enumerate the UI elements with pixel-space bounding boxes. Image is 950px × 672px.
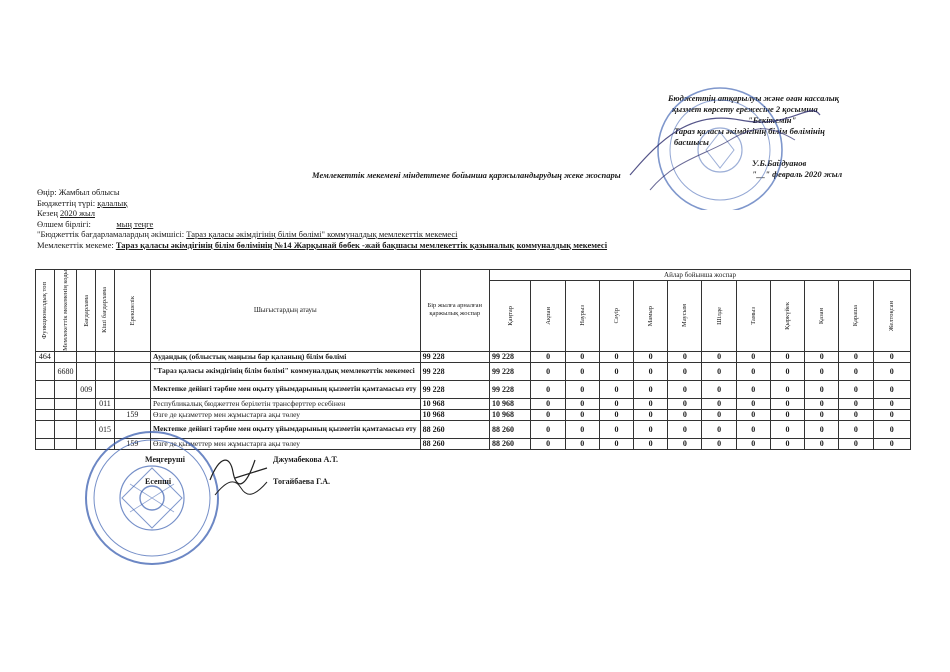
cell-month: 0 — [531, 398, 565, 409]
cell-program: 009 — [77, 380, 96, 398]
cell-month: 0 — [805, 380, 839, 398]
cell-program — [77, 362, 96, 380]
cell-amount: 99 228 — [420, 351, 489, 362]
cell-subprogram — [96, 380, 115, 398]
header-month: Маусым — [668, 280, 702, 351]
table-row — [36, 409, 911, 420]
header-month: Қаңтар — [490, 280, 531, 351]
cell-admin — [54, 438, 77, 449]
cell-program — [77, 398, 96, 409]
cell-month: 0 — [873, 438, 911, 449]
approval-line-2: қызмет көрсету ережесіне 2 қосымша — [672, 104, 818, 114]
cell-admin — [54, 409, 77, 420]
cell-admin: 6680 — [54, 362, 77, 380]
cell-month: 0 — [839, 380, 873, 398]
unit-value: мың теңге — [116, 218, 154, 229]
cell-amount: 88 260 — [420, 420, 489, 438]
cell-month: 0 — [873, 380, 911, 398]
header-month: Шілде — [702, 280, 736, 351]
period-line: Кезең 2020 жыл — [37, 208, 95, 218]
cell-month: 0 — [839, 409, 873, 420]
table-row — [36, 362, 911, 380]
cell-month: 99 228 — [490, 351, 531, 362]
cell-program — [77, 351, 96, 362]
header-specifics: Ерекшелік — [114, 270, 150, 352]
cell-month: 0 — [839, 351, 873, 362]
cell-func-group — [36, 409, 55, 420]
cell-subprogram — [96, 362, 115, 380]
table-row — [36, 351, 911, 362]
institution-line: Мемлекеттік мекеме: Тараз қаласы әкімдігінің білім бөлімінің №14 Жарқынай бөбек -жай бақшасы мемлекеттік қазыналық коммуналдық мекемесі — [37, 239, 608, 250]
unit-line: Өлшем бірлігі: мың теңге — [37, 218, 154, 229]
header-name: Шығыстардың атауы — [151, 270, 421, 352]
institution-stamp-icon — [82, 428, 222, 568]
region-line: Өңір: Жамбыл облысы — [37, 187, 120, 197]
financing-plan-table — [35, 269, 911, 450]
cell-month: 0 — [702, 398, 736, 409]
cell-month: 0 — [599, 409, 633, 420]
cell-func-group — [36, 420, 55, 438]
cell-month: 0 — [805, 409, 839, 420]
approval-date: "__" февраль 2020 жыл — [752, 169, 843, 179]
cell-specifics — [114, 398, 150, 409]
cell-subprogram: 011 — [96, 398, 115, 409]
cell-month: 0 — [668, 438, 702, 449]
cell-month: 0 — [736, 409, 770, 420]
approval-heading: "Бекітемін" — [748, 115, 797, 125]
approval-signature-name: У.Б.Байдуанов — [752, 158, 807, 168]
cell-admin — [54, 351, 77, 362]
cell-month: 0 — [770, 380, 804, 398]
cell-amount: 99 228 — [420, 362, 489, 380]
cell-month: 0 — [770, 362, 804, 380]
cell-month: 0 — [770, 398, 804, 409]
cell-month: 0 — [531, 351, 565, 362]
cell-month: 0 — [770, 438, 804, 449]
document-title: Мемлекеттік мекемені міндеттеме бойынша қаржыландырудың жеке жоспары — [312, 170, 621, 180]
cell-month: 0 — [599, 380, 633, 398]
cell-specifics — [114, 351, 150, 362]
cell-month: 0 — [565, 398, 599, 409]
cell-name: Өзге де қызметтер мен жұмыстарға ақы төлеу — [151, 438, 421, 449]
cell-month: 0 — [668, 362, 702, 380]
cell-month: 0 — [565, 351, 599, 362]
period-value: 2020 жыл — [60, 208, 95, 218]
cell-month: 0 — [634, 409, 668, 420]
header-month: Мамыр — [634, 280, 668, 351]
cell-month: 0 — [531, 438, 565, 449]
cell-month: 0 — [565, 420, 599, 438]
cell-month: 0 — [599, 362, 633, 380]
cell-name: Мектепке дейінгі тәрбие мен оқыту ұйымдарының қызметін қамтамасыз ету — [151, 380, 421, 398]
cell-name: Мектепке дейінгі тәрбие мен оқыту ұйымдарының қызметін қамтамасыз ету — [151, 420, 421, 438]
admin-value: Тараз қаласы әкімдігінің білім бөлімі" коммуналдық мемлекеттік мекемесі — [186, 229, 458, 239]
header-program: Бағдарлама — [77, 270, 96, 352]
cell-month: 0 — [839, 420, 873, 438]
cell-program — [77, 409, 96, 420]
cell-subprogram — [96, 351, 115, 362]
table-row — [36, 398, 911, 409]
cell-month: 0 — [805, 398, 839, 409]
cell-month: 0 — [736, 398, 770, 409]
cell-subprogram — [96, 409, 115, 420]
cell-month: 0 — [668, 420, 702, 438]
cell-admin — [54, 398, 77, 409]
cell-func-group — [36, 362, 55, 380]
cell-func-group — [36, 398, 55, 409]
cell-month: 0 — [770, 351, 804, 362]
cell-month: 0 — [805, 362, 839, 380]
cell-month: 0 — [634, 362, 668, 380]
cell-month: 0 — [531, 420, 565, 438]
cell-month: 0 — [770, 420, 804, 438]
cell-month: 0 — [805, 438, 839, 449]
cell-month: 0 — [736, 362, 770, 380]
signer-name-2: Тогайбаева Г.А. — [273, 477, 331, 486]
cell-month: 0 — [702, 362, 736, 380]
cell-month: 0 — [634, 438, 668, 449]
cell-month: 0 — [873, 409, 911, 420]
cell-month: 0 — [736, 351, 770, 362]
cell-subprogram: 015 — [96, 420, 115, 438]
cell-month: 0 — [634, 398, 668, 409]
cell-admin — [54, 420, 77, 438]
cell-name: Өзге де қызметтер мен жұмыстарға ақы төлеу — [151, 409, 421, 420]
cell-month: 99 228 — [490, 362, 531, 380]
budget-type-value: қалалық — [97, 197, 128, 208]
cell-month: 0 — [702, 438, 736, 449]
table-row — [36, 380, 911, 398]
cell-amount: 10 968 — [420, 398, 489, 409]
cell-month: 10 968 — [490, 398, 531, 409]
cell-specifics: 159 — [114, 409, 150, 420]
header-months-group: Айлар бойынша жоспар — [490, 270, 911, 281]
cell-name: "Тараз қаласы әкімдігінің білім бөлімі" коммуналдық мемлекеттік мекемесі — [151, 362, 421, 380]
cell-amount: 99 228 — [420, 380, 489, 398]
cell-month: 0 — [599, 398, 633, 409]
approval-line-1: Бюджеттің атқарылуы және оған кассалық — [668, 93, 839, 103]
approval-stamp-icon — [620, 80, 830, 210]
cell-month: 88 260 — [490, 438, 531, 449]
cell-name: Аудандық (облыстық маңызы бар қаланың) білім бөлімі — [151, 351, 421, 362]
header-month: Желтоқсан — [873, 280, 911, 351]
cell-month: 99 228 — [490, 380, 531, 398]
cell-month: 0 — [565, 380, 599, 398]
budget-type-line: Бюджеттің түрі: қалалық — [37, 197, 128, 208]
cell-func-group — [36, 438, 55, 449]
approval-line-4: Тараз қаласы әкімдігінің білім бөлімінің — [674, 126, 825, 136]
document-meta — [37, 187, 607, 250]
cell-admin — [54, 380, 77, 398]
approval-line-5: басшысы — [674, 137, 709, 147]
cell-month: 0 — [702, 409, 736, 420]
cell-month: 0 — [531, 380, 565, 398]
cell-month: 0 — [668, 398, 702, 409]
institution-value: Тараз қаласы әкімдігінің білім бөлімінің №14 Жарқынай бөбек -жай бақшасы мемлекеттік қазыналық коммуналдық мекемесі — [115, 239, 608, 250]
signer-name-1: Джумабекова А.Т. — [273, 455, 338, 464]
cell-month: 0 — [668, 380, 702, 398]
header-month: Наурыз — [565, 280, 599, 351]
cell-month: 0 — [634, 420, 668, 438]
header-month: Қазан — [805, 280, 839, 351]
cell-month: 0 — [668, 409, 702, 420]
cell-month: 0 — [736, 420, 770, 438]
header-amount: Бір жылға арналған қаржылық жоспар — [420, 270, 489, 352]
cell-month: 0 — [770, 409, 804, 420]
signer-role-2: Есепші — [145, 477, 172, 486]
signature-icon — [205, 450, 275, 500]
cell-month: 0 — [702, 420, 736, 438]
admin-line: "Бюджеттік бағдарламалардың әкімшісі: Тараз қаласы әкімдігінің білім бөлімі" коммуналдық мемлекеттік мекемесі — [37, 229, 458, 239]
cell-month: 0 — [702, 351, 736, 362]
cell-month: 0 — [565, 409, 599, 420]
cell-month: 88 260 — [490, 420, 531, 438]
cell-month: 0 — [599, 351, 633, 362]
cell-func-group — [36, 380, 55, 398]
cell-amount: 88 260 — [420, 438, 489, 449]
cell-month: 0 — [736, 438, 770, 449]
cell-month: 0 — [873, 398, 911, 409]
cell-month: 0 — [805, 351, 839, 362]
cell-month: 0 — [565, 362, 599, 380]
cell-month: 0 — [634, 351, 668, 362]
header-month: Қыркүйек — [770, 280, 804, 351]
cell-month: 0 — [599, 420, 633, 438]
cell-month: 0 — [873, 351, 911, 362]
cell-func-group: 464 — [36, 351, 55, 362]
cell-month: 0 — [839, 438, 873, 449]
cell-month: 0 — [702, 380, 736, 398]
cell-month: 0 — [634, 380, 668, 398]
cell-month: 0 — [805, 420, 839, 438]
header-func-group: Функционалдық топ — [36, 270, 55, 352]
cell-name: Республикалық бюджеттен берілетін трансферттер есебінен — [151, 398, 421, 409]
signer-role-1: Меңгеруші — [145, 455, 186, 464]
cell-specifics — [114, 380, 150, 398]
cell-month: 0 — [599, 438, 633, 449]
header-month: Ақпан — [531, 280, 565, 351]
cell-month: 0 — [839, 398, 873, 409]
header-subprogram: Кіші бағдарлама — [96, 270, 115, 352]
cell-month: 0 — [736, 380, 770, 398]
cell-specifics: 159 — [114, 438, 150, 449]
cell-specifics — [114, 362, 150, 380]
cell-month: 0 — [873, 420, 911, 438]
cell-amount: 10 968 — [420, 409, 489, 420]
cell-month: 0 — [565, 438, 599, 449]
cell-month: 0 — [668, 351, 702, 362]
header-month: Сәуір — [599, 280, 633, 351]
cell-month: 0 — [531, 409, 565, 420]
cell-month: 10 968 — [490, 409, 531, 420]
cell-month: 0 — [873, 362, 911, 380]
cell-month: 0 — [839, 362, 873, 380]
cell-month: 0 — [531, 362, 565, 380]
header-month: Қараша — [839, 280, 873, 351]
header-month: Тамыз — [736, 280, 770, 351]
header-admin: Мемлекеттік мекеменің коды — [54, 270, 77, 352]
